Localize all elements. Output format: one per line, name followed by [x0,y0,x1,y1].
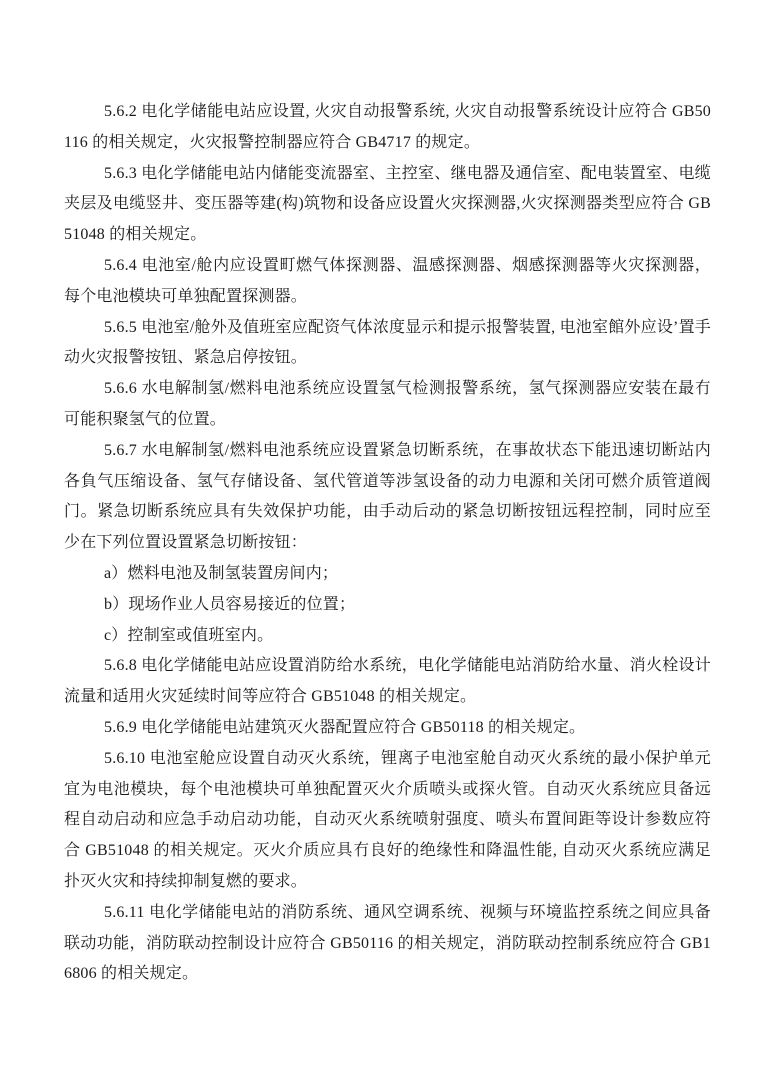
clause-5-6-7: 5.6.7 水电解制氢/燃料电池系统应设置紧急切断系统，在事故状态下能迅速切断站内各負气压缩设备、氢气存储设备、氢代管道等涉氢设备的动力电源和关闭可燃介质管道阀门。紧急切断系统应具有失效保护功能，由手动后动的紧急切断按钮远程控制，同时应至少在下列位置设置紧急切断按钮： [64,441,711,552]
clause-5-6-4: 5.6.4 电池室/舱内应设置町燃气体探测器、温感探测器、烟感探测器等火灾探测器，每个电池模块可单独配置探测器。 [64,256,711,305]
clause-5-6-3: 5.6.3 电化学储能电站内储能变流器室、主控室、继电器及通信室、配电装置室、电缆夹层及电缆竖井、变压器等建(构)筑物和设备应设置火灾探测器,火灾探测器类型应符合 GB51048 的相关规定。 [64,164,711,244]
clause-5-6-9: 5.6.9 电化学储能电站建筑灭火器配置应符合 GB50118 的相关规定。 [104,718,586,736]
clause-5-6-5: 5.6.5 电池室/舱外及值班室应配资气体浓度显示和提示报警装置, 电池室館外应设’置手动火灾报警按钮、紧急启停按钮。 [64,318,711,367]
clause-5-6-6: 5.6.6 水电解制氢/燃料电池系统应设置氢气检测报警系统，氢气探测器应安装在最冇可能积聚氢气的位置。 [64,380,711,428]
list-item-c: c）控制室或值班室内。 [104,626,274,644]
list-item-a: a）燃料电池及制氢装置房间内； [104,564,339,582]
clause-5-6-11: 5.6.11 电化学储能电站的消防系统、通风空调系统、视频与环境监控系统之间应具备联动功能，消防联动控制设计应符合 GB50116 的相关规定，消防联动控制系统应符合 GB16806 的相关规定。 [64,903,711,983]
clause-5-6-10: 5.6.10 电池室舱应设置自动灭火系统，锂离子电池室舱自动灭火系统的最小保护单元宜为电池模块，每个电池模块可单独配置灭火介质喷头或探火管。自动灭火系统应貝备远程自动启动和应急手动启动功能，自动灭火系统喷射强度、喷头布置间距等设计参数应符合 GB51048 的相关规定。灭火介质应具冇良好的绝缘性和降温性能, 自动灭火系统应满足扑灭火灾和持续抑制复燃的要求。 [64,749,711,890]
clause-5-6-8: 5.6.8 电化学储能电站应设置消防给水系统，电化学储能电站消防给水量、消火栓设计流量和适用火灾延续时间等应符合 GB51048 的相关规定。 [64,657,711,706]
clause-5-6-2: 5.6.2 电化学储能电站应设置, 火灾自动报警系统, 火灾自动报警系统设计应符合 GB50116 的相关规定，火灾报警控制器应符合 GB4717 的规定。 [64,103,711,151]
list-item-b: b）现场作业人员容易接近的位置； [104,595,356,613]
